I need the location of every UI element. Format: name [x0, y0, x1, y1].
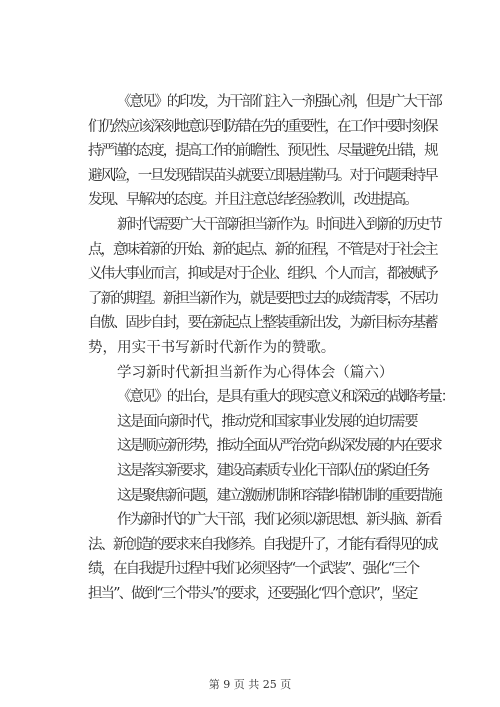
text-line: 持严谨的态度，提高工作的前瞻性、预见性、尽量避免出错，规: [88, 143, 437, 160]
text-line: 发现、早解决的态度。并且注意总结经验教训，改进提高。: [88, 192, 417, 209]
text-line: 新时代需要广大干部新担当新作为。时间进入到新的历史节: [117, 216, 441, 233]
text-line: 这是顺应新形势，推动全面从严治党向纵深发展的内在要求: [117, 438, 441, 455]
page-footer: 第 9 页 共 25 页: [208, 678, 292, 691]
text-line: 点，意味着新的开始、新的起点、新的征程，不管是对于社会主: [88, 241, 437, 258]
text-line: 避风险，一旦发现错误苗头就要立即悬崖勒马。对于问题秉持早: [88, 167, 437, 184]
text-line: 《意见》的出台，是具有重大的现实意义和深远的战略考量：: [117, 389, 454, 406]
text-line: 学习新时代新担当新作为心得体会（篇六）: [117, 364, 394, 381]
text-line: 这是聚焦新问题，建立激励机制和容错纠错机制的重要措施: [117, 487, 441, 504]
document-body: [88, 90, 454, 606]
text-line: 们仍然应该深刻地意识到防错在先的重要性，在工作中要时刻保: [88, 118, 437, 135]
text-line: 这是面向新时代，推动党和国家事业发展的迫切需要: [117, 413, 418, 430]
text-line: 《意见》的印发，为干部们注入一剂强心剂，但是广大干部: [117, 94, 441, 110]
text-line: 势，用实干书写新时代新作为的赞歌。: [88, 339, 336, 356]
text-line: 担当”、做到“三个带头”的要求，还要强化“四个意识”，坚定: [88, 585, 417, 602]
text-line: 自傲、固步自封，要在新起点上整装重新出发，为新目标夯基蓄: [88, 315, 437, 332]
text-line: 义伟大事业而言，抑或是对于企业、组织、个人而言，都被赋予: [88, 266, 437, 283]
text-line: 了新的期望。新担当新作为，就是要把过去的成绩清零，不居功: [88, 290, 437, 307]
text-line: 绩，在自我提升过程中我们必须坚持“一个武装”、强化“三个: [88, 561, 419, 578]
text-line: 这是落实新要求，建设高素质专业化干部队伍的紧迫任务: [117, 462, 429, 479]
text-line: 法、新创造的要求来自我修养。自我提升了，才能有看得见的成: [88, 536, 437, 553]
text-line: 作为新时代的广大干部，我们必须以新思想、新头脑、新看: [117, 512, 441, 529]
